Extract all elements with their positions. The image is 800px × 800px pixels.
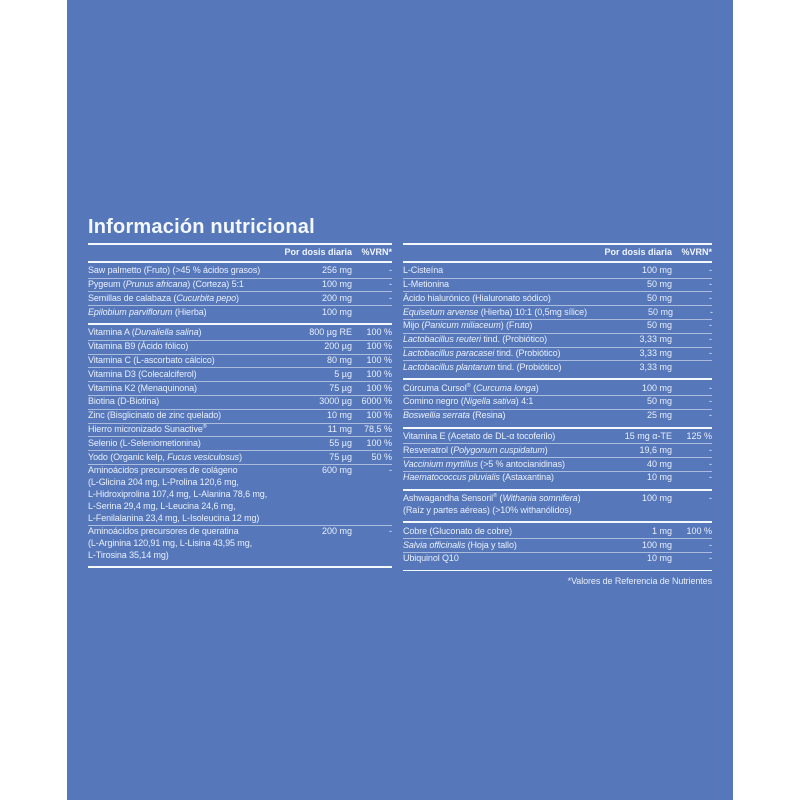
row-main [88, 355, 392, 367]
ingredient-detail: (L-Glicina 204 mg, L-Prolina 120,6 mg, [88, 477, 239, 488]
row-detail [88, 501, 392, 513]
ingredient-name [88, 526, 266, 538]
header-spacer [88, 247, 266, 259]
table-row [403, 525, 712, 538]
ingredient-amount: 200 µg [324, 341, 352, 352]
ingredient-amount: 200 mg [321, 526, 352, 537]
ingredient-vrn: 100 % [366, 368, 392, 379]
label-text: (Hierba) [172, 306, 207, 317]
label-text: (Hierba) 10:1 (0,5mg sílice) [478, 306, 587, 317]
ingredient-name [403, 334, 586, 346]
label-text: ) [535, 382, 539, 393]
ingredient-amount: 80 mg [326, 355, 352, 366]
table-row [403, 409, 712, 423]
table-row [88, 464, 392, 525]
latin-name: Withania somnifera [502, 493, 578, 504]
ingredient-name [403, 293, 586, 305]
ingredient-vrn: - [709, 334, 712, 345]
ingredient-name [88, 452, 266, 464]
ingredient-vrn: 100 % [366, 327, 392, 338]
nutrition-table-left [88, 243, 392, 568]
ingredient-name [403, 307, 587, 319]
ingredient-vrn: 100 % [686, 525, 712, 536]
row-main [403, 362, 712, 374]
row-main [88, 327, 392, 339]
latin-name: Fucus vesiculosus [167, 451, 240, 462]
ingredient-name [403, 348, 586, 360]
table-header [88, 243, 392, 263]
ingredient-amount: 10 mg [646, 472, 672, 483]
row-main [88, 526, 392, 538]
ingredient-name [88, 341, 266, 353]
ingredient-name [403, 410, 586, 422]
header-spacer [403, 247, 586, 259]
per-dose-column-header: Por dosis diaria [284, 247, 352, 257]
ingredient-vrn: - [709, 458, 712, 469]
ingredient-name [88, 279, 266, 291]
row-main [403, 279, 712, 291]
table-row [88, 327, 392, 340]
ingredient-vrn: 125 % [686, 431, 712, 442]
label-text: Vitamina D3 (Colecalciferol) [88, 368, 197, 379]
ingredient-amount: 10 mg [326, 410, 352, 421]
row-main [403, 410, 712, 422]
latin-name: Boswellia serrata [403, 410, 470, 421]
label-text: Aminoácidos precursores de colágeno [88, 465, 238, 476]
row-detail [88, 489, 392, 501]
ingredient-amount: 3000 µg [319, 396, 352, 407]
ingredient-name [88, 327, 266, 339]
table-row [403, 319, 712, 333]
ingredient-vrn: - [389, 292, 392, 303]
table-row [403, 291, 712, 305]
ingredient-vrn: 100 % [366, 437, 392, 448]
ingredient-vrn: 78,5 % [363, 424, 392, 435]
ingredient-name [403, 553, 586, 565]
ingredient-amount: 3,33 mg [639, 348, 672, 359]
label-text: Yodo (Organic kelp, [88, 451, 168, 462]
ingredient-amount: 11 mg [327, 424, 352, 435]
label-text: tind. (Probiótico) [495, 361, 562, 372]
label-text: Ashwagandha Sensoril [403, 493, 494, 504]
table-section [403, 523, 712, 570]
row-main [403, 396, 712, 408]
label-text: Pygeum ( [88, 279, 126, 290]
row-main [88, 452, 392, 464]
label-text: ) (Fruto) [500, 320, 533, 331]
label-text: Cobre (Gluconato de cobre) [403, 525, 512, 536]
row-main [88, 424, 392, 436]
table-row [403, 333, 712, 347]
label-text: Vitamina C (L-ascorbato cálcico) [88, 355, 215, 366]
ingredient-vrn: - [709, 472, 712, 483]
latin-name: Curcuma longa [476, 382, 536, 393]
table-row [403, 471, 712, 485]
table-row [403, 382, 712, 395]
table-row [403, 457, 712, 471]
ingredient-name [88, 410, 266, 422]
row-main [88, 410, 392, 422]
row-detail [88, 550, 392, 562]
label-text: Ácido hialurónico (Hialuronato sódico) [403, 292, 551, 303]
ingredient-vrn: 50 % [371, 451, 392, 462]
row-main [403, 472, 712, 484]
label-text: tind. (Probiótico) [480, 334, 548, 345]
ingredient-amount: 50 mg [646, 320, 672, 331]
ingredient-amount: 50 mg [646, 292, 672, 303]
row-main [88, 307, 392, 319]
row-main [403, 459, 712, 471]
ingredient-name [403, 320, 586, 332]
row-main [88, 279, 392, 291]
ingredient-amount: 75 µg [329, 451, 352, 462]
ingredient-amount: 3,33 mg [639, 334, 672, 345]
ingredient-amount: 100 mg [641, 493, 672, 504]
table-section [403, 263, 712, 380]
ingredient-vrn: - [709, 292, 712, 303]
table-row [403, 305, 712, 319]
table-section [88, 263, 392, 325]
vrn-column-header: %VRN* [681, 247, 712, 257]
row-main [88, 383, 392, 395]
ingredient-amount: 1 mg [651, 525, 672, 536]
ingredient-vrn: - [709, 279, 712, 290]
ingredient-amount: 600 mg [321, 465, 352, 476]
ingredient-name [403, 383, 586, 395]
row-main [403, 431, 712, 443]
ingredient-amount: 100 mg [641, 382, 672, 393]
ingredient-amount: 25 mg [646, 410, 672, 421]
ingredient-vrn: - [709, 396, 712, 407]
ingredient-amount: 50 mg [646, 279, 672, 290]
ingredient-name [88, 438, 266, 450]
ingredient-name [88, 355, 266, 367]
label-text: (Hoja y tallo) [465, 539, 517, 550]
row-main [403, 265, 712, 277]
ingredient-vrn: - [709, 410, 712, 421]
ingredient-vrn: - [709, 382, 712, 393]
ingredient-amount: 100 mg [641, 265, 672, 276]
ingredient-vrn: - [389, 265, 392, 276]
ingredient-vrn: - [709, 444, 712, 455]
table-row [403, 395, 712, 409]
table-row [88, 395, 392, 409]
ingredient-vrn: - [709, 265, 712, 276]
table-row [403, 360, 712, 374]
ingredient-detail: (L-Arginina 120,91 mg, L-Lisina 43,95 mg, [88, 538, 252, 549]
latin-name: Cucurbita pepo [176, 292, 236, 303]
ingredient-vrn: - [389, 526, 392, 537]
ingredient-vrn: - [709, 539, 712, 550]
label-text: Biotina (D-Biotina) [88, 396, 160, 407]
latin-name: Dunaliella salina [134, 327, 199, 338]
table-section [88, 325, 392, 568]
row-main [403, 334, 712, 346]
row-main [88, 465, 392, 477]
registered-mark: ® [202, 424, 207, 431]
ingredient-amount: 100 mg [321, 306, 352, 317]
latin-name: Polygonum cuspidatum [453, 444, 545, 455]
ingredient-name [403, 265, 586, 277]
ingredient-amount: 256 mg [321, 265, 352, 276]
table-row [88, 409, 392, 423]
table-row [88, 367, 392, 381]
ingredient-name [403, 431, 586, 443]
ingredient-name [88, 383, 266, 395]
label-text: Cúrcuma Cursol [403, 382, 467, 393]
ingredient-vrn: 100 % [366, 410, 392, 421]
label-text: Hierro micronizado Sunactive [88, 424, 203, 435]
ingredient-vrn: 6000 % [361, 396, 392, 407]
ingredient-vrn: - [389, 279, 392, 290]
table-row [88, 436, 392, 450]
label-text: Zinc (Bisglicinato de zinc quelado) [88, 410, 222, 421]
latin-name: Nigella sativa [463, 396, 516, 407]
latin-name: Vaccinium myrtillus [403, 458, 478, 469]
ingredient-name [88, 369, 266, 381]
table-row [88, 450, 392, 464]
table-section [403, 429, 712, 491]
label-text: Semillas de calabaza ( [88, 292, 177, 303]
latin-name: Epilobium parviflorum [88, 306, 173, 317]
ingredient-name [403, 540, 586, 552]
ingredient-name [88, 307, 266, 319]
row-main [403, 540, 712, 552]
label-text: Vitamina K2 (Menaquinona) [88, 382, 197, 393]
ingredient-amount: 5 µg [334, 368, 352, 379]
ingredient-detail: L-Hidroxiprolina 107,4 mg, L-Alanina 78,6 mg, [88, 489, 268, 500]
table-row [88, 305, 392, 319]
table-row [403, 538, 712, 552]
ingredient-vrn: - [709, 320, 712, 331]
ingredient-vrn: - [389, 465, 392, 476]
per-dose-column-header: Por dosis diaria [604, 247, 672, 257]
ingredient-amount: 15 mg α-TE [624, 431, 672, 442]
ingredient-name [88, 396, 266, 408]
panel-title: Información nutricional [88, 216, 315, 238]
label-text: Vitamina B9 (Ácido fólico) [88, 341, 189, 352]
row-main [88, 369, 392, 381]
ingredient-amount: 19,6 mg [639, 444, 672, 455]
row-main [403, 320, 712, 332]
ingredient-detail: (Raíz y partes aéreas) (>10% withanólidos) [403, 505, 572, 516]
ingredient-amount: 100 mg [321, 279, 352, 290]
table-row [403, 278, 712, 292]
row-main [403, 307, 712, 319]
registered-mark: ® [466, 382, 471, 389]
tables-wrap [88, 243, 712, 588]
ingredient-name [403, 459, 586, 471]
row-main [403, 493, 712, 505]
ingredient-amount: 800 µg RE [309, 327, 352, 338]
table-body [403, 263, 712, 571]
table-row [88, 354, 392, 368]
ingredient-detail: L-Serina 29,4 mg, L-Leucina 24,6 mg, [88, 500, 236, 511]
row-detail [88, 477, 392, 489]
ingredient-vrn: 100 % [366, 341, 392, 352]
row-main [403, 553, 712, 565]
label-text: Mijo ( [403, 320, 425, 331]
ingredient-amount: 75 µg [329, 382, 352, 393]
label-text: tind. (Probiótico) [494, 348, 561, 359]
row-main [88, 438, 392, 450]
table-section [403, 380, 712, 428]
vrn-footnote: *Valores de Referencia de Nutrientes [567, 575, 712, 586]
ingredient-detail: L-Fenilalanina 23,4 mg, L-Isoleucina 12 mg) [88, 512, 260, 523]
row-main [88, 265, 392, 277]
label-text: ) (Corteza) 5:1 [187, 279, 244, 290]
table-row [403, 552, 712, 566]
ingredient-name [403, 445, 586, 457]
ingredient-amount: 10 mg [646, 553, 672, 564]
nutrition-facts-panel [67, 0, 733, 800]
row-main [403, 348, 712, 360]
label-text: ) [236, 292, 239, 303]
row-detail [88, 538, 392, 550]
ingredient-name [403, 472, 586, 484]
latin-name: Salvia officinalis [403, 539, 466, 550]
ingredient-vrn: - [709, 348, 712, 359]
ingredient-amount: 200 mg [321, 292, 352, 303]
label-text: ( [497, 493, 503, 504]
ingredient-name [88, 424, 266, 436]
row-main [88, 396, 392, 408]
label-text: L-Cisteína [403, 265, 444, 276]
table-header [403, 243, 712, 263]
table-section [403, 491, 712, 524]
row-detail [403, 505, 712, 517]
row-main [403, 383, 712, 395]
label-text: ) [577, 493, 581, 504]
ingredient-vrn: 100 % [366, 382, 392, 393]
row-detail [88, 513, 392, 525]
ingredient-name [88, 293, 266, 305]
ingredient-name [403, 526, 586, 538]
latin-name: Haematococcus pluvialis [403, 472, 500, 483]
ingredient-amount: 55 µg [329, 437, 352, 448]
table-row [88, 381, 392, 395]
label-text: Vitamina E (Acetato de DL-α tocoferilo) [403, 431, 556, 442]
latin-name: Panicum miliaceum [424, 320, 501, 331]
table-row [88, 423, 392, 437]
row-main [403, 445, 712, 457]
label-text: ) [198, 327, 202, 338]
ingredient-vrn: - [709, 306, 713, 317]
ingredient-amount: 40 mg [646, 458, 672, 469]
label-text: Comino negro ( [403, 396, 464, 407]
label-text: Resveratrol ( [403, 444, 454, 455]
label-text: Ubiquinol Q10 [403, 553, 459, 564]
label-text: L-Metionina [403, 279, 449, 290]
label-text: (Resina) [469, 410, 506, 421]
label-text: (Astaxantina) [499, 472, 554, 483]
label-text: ) [544, 444, 548, 455]
label-text: Aminoácidos precursores de queratina [88, 526, 239, 537]
latin-name: Lactobacillus paracasei [403, 348, 495, 359]
row-main [88, 293, 392, 305]
row-main [403, 293, 712, 305]
label-text: Selenio (L-Seleniometionina) [88, 437, 201, 448]
table-row [403, 443, 712, 457]
table-row [88, 340, 392, 354]
ingredient-detail: L-Tirosina 35,14 mg) [88, 550, 169, 561]
label-text: ( [470, 382, 476, 393]
label-text: Saw palmetto (Fruto) (>45 % ácidos grasos) [88, 265, 261, 276]
ingredient-name [403, 279, 586, 291]
table-row [403, 347, 712, 361]
table-row [403, 265, 712, 278]
label-text: ) 4:1 [515, 396, 534, 407]
latin-name: Equisetum arvense [403, 306, 479, 317]
ingredient-amount: 50 mg [647, 306, 673, 317]
nutrition-table-right [403, 243, 712, 588]
row-main [88, 341, 392, 353]
ingredient-name [403, 362, 586, 374]
latin-name: Lactobacillus reuteri [403, 334, 481, 345]
table-row [403, 493, 712, 518]
table-row [403, 431, 712, 444]
ingredient-name [403, 396, 586, 408]
registered-mark: ® [493, 493, 498, 500]
ingredient-amount: 100 mg [641, 539, 672, 550]
label-text: (>5 % antocianidinas) [477, 458, 565, 469]
table-row [88, 525, 392, 562]
ingredient-vrn: 100 % [366, 355, 392, 366]
ingredient-name [88, 465, 266, 477]
ingredient-vrn: - [709, 493, 712, 504]
row-main [403, 526, 712, 538]
ingredient-name [88, 265, 266, 277]
table-row [88, 265, 392, 278]
ingredient-vrn: - [709, 553, 712, 564]
latin-name: Prunus africana [125, 279, 188, 290]
ingredient-name [403, 493, 586, 505]
ingredient-amount: 50 mg [646, 396, 672, 407]
latin-name: Lactobacillus plantarum [403, 361, 496, 372]
table-body [88, 263, 392, 569]
table-row [88, 291, 392, 305]
vrn-column-header: %VRN* [361, 247, 392, 257]
ingredient-amount: 3,33 mg [639, 361, 672, 372]
label-text: Vitamina A ( [88, 327, 135, 338]
table-row [88, 278, 392, 292]
label-text: ) [239, 451, 242, 462]
